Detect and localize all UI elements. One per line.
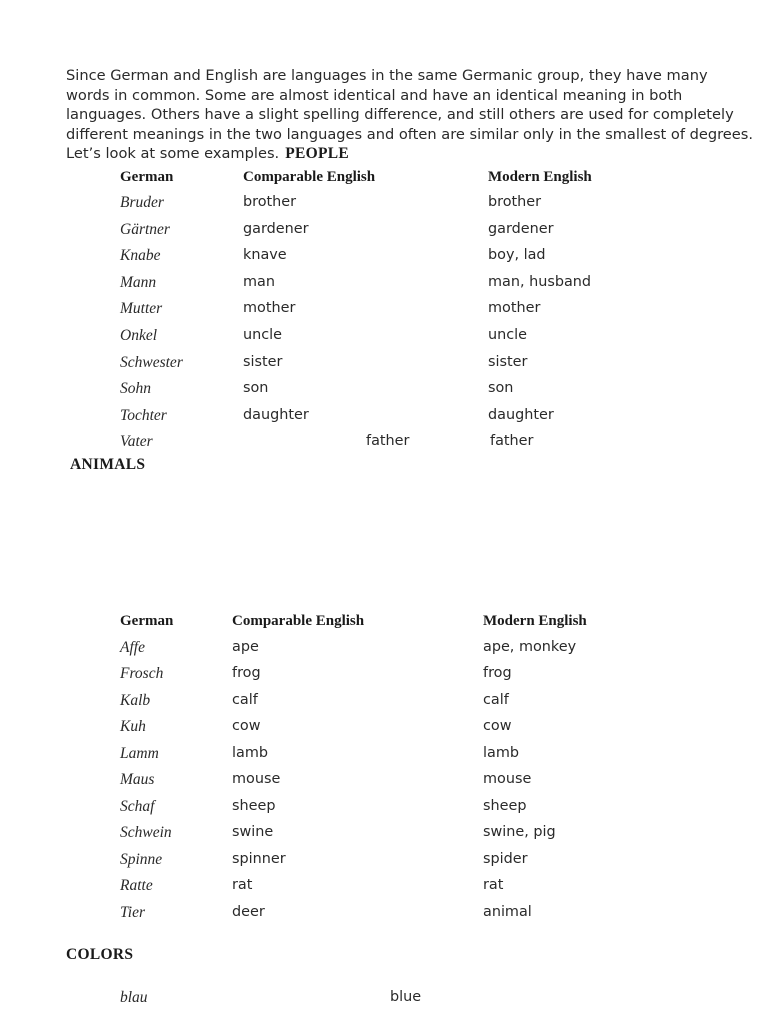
animals-modern-word: cow xyxy=(483,718,512,734)
people-comparable-word: brother xyxy=(243,194,297,210)
people-comparable-word: gardener xyxy=(243,221,309,237)
people-modern-word: uncle xyxy=(488,327,528,343)
intro-paragraph xyxy=(66,66,754,164)
animals-comparable-word: sheep xyxy=(232,798,276,814)
people-modern-word: son xyxy=(488,380,514,396)
people-comparable-word: uncle xyxy=(243,327,283,343)
people-comparable-word: sister xyxy=(243,354,283,370)
people-modern-word: brother xyxy=(488,194,542,210)
animals-comparable-word: cow xyxy=(232,718,261,734)
people-comparable-word: mother xyxy=(243,300,296,316)
animals-german-word: Affe xyxy=(120,639,145,656)
animals-german-word: Schwein xyxy=(120,824,172,841)
colors-english-word: blue xyxy=(390,989,422,1005)
people-header-comparable: Comparable English xyxy=(243,169,376,185)
people-modern-word: gardener xyxy=(488,221,554,237)
people-german-word: Tochter xyxy=(120,407,167,424)
animals-german-word: Spinne xyxy=(120,851,163,868)
intro-line: Since German and English are languages in the same Germanic group, they have many xyxy=(66,67,708,84)
animals-heading: ANIMALS xyxy=(70,456,146,473)
animals-modern-word: swine, pig xyxy=(483,824,556,840)
animals-modern-word: lamb xyxy=(483,745,519,761)
animals-comparable-word: deer xyxy=(232,904,265,920)
intro-line: words in common. Some are almost identical and have an identical meaning in both xyxy=(66,86,683,104)
animals-comparable-word: ape xyxy=(232,639,259,655)
animals-german-word: Tier xyxy=(120,904,145,921)
animals-german-word: Maus xyxy=(120,771,155,788)
animals-comparable-word: lamb xyxy=(232,745,268,761)
animals-modern-word: animal xyxy=(483,904,532,920)
people-german-word: Bruder xyxy=(120,194,164,211)
animals-german-word: Kuh xyxy=(120,718,146,735)
animals-modern-word: ape, monkey xyxy=(483,639,577,655)
people-comparable-word: daughter xyxy=(243,407,309,423)
intro-line: different meanings in the two languages and often are similar only in the smallest of degrees. xyxy=(66,125,754,143)
animals-header-modern: Modern English xyxy=(483,613,587,629)
people-modern-word: man, husband xyxy=(488,274,592,290)
animals-modern-word: frog xyxy=(483,665,512,681)
intro-last-line: Let’s look at some examples. xyxy=(66,145,280,163)
people-german-word: Vater xyxy=(120,433,153,450)
people-comparable-word: knave xyxy=(243,247,287,263)
people-modern-word: mother xyxy=(488,300,541,316)
animals-modern-word: rat xyxy=(483,877,504,893)
people-german-word: Onkel xyxy=(120,327,158,344)
people-comparable-word: man xyxy=(243,274,275,290)
people-header-german: German xyxy=(120,169,174,185)
animals-comparable-word: frog xyxy=(232,665,261,681)
animals-modern-word: spider xyxy=(483,851,528,867)
animals-german-word: Kalb xyxy=(120,692,151,709)
colors-heading: COLORS xyxy=(66,946,134,963)
animals-german-word: Lamm xyxy=(120,745,159,762)
animals-modern-word: sheep xyxy=(483,798,527,814)
people-modern-word: daughter xyxy=(488,407,554,423)
animals-german-word: Frosch xyxy=(120,665,164,682)
people-german-word: Sohn xyxy=(120,380,151,397)
intro-line xyxy=(66,144,716,164)
colors-german-word: blau xyxy=(120,989,148,1006)
animals-modern-word: mouse xyxy=(483,771,532,787)
people-heading: PEOPLE xyxy=(285,145,349,163)
people-german-word: Gärtner xyxy=(120,221,170,238)
animals-modern-word: calf xyxy=(483,692,509,708)
people-german-word: Schwester xyxy=(120,354,183,371)
animals-header-german: German xyxy=(120,613,174,629)
people-german-word: Knabe xyxy=(120,247,161,264)
animals-comparable-word: rat xyxy=(232,877,253,893)
animals-header-comparable: Comparable English xyxy=(232,613,365,629)
people-header-modern: Modern English xyxy=(488,169,592,185)
people-comparable-word: father xyxy=(366,433,410,449)
animals-comparable-word: swine xyxy=(232,824,274,840)
animals-comparable-word: calf xyxy=(232,692,258,708)
animals-comparable-word: spinner xyxy=(232,851,286,867)
people-german-word: Mann xyxy=(120,274,157,291)
intro-line: languages. Others have a slight spelling difference, and still others are used for completely xyxy=(66,106,734,124)
people-german-word: Mutter xyxy=(120,300,163,317)
animals-german-word: Schaf xyxy=(120,798,155,815)
people-modern-word: father xyxy=(490,433,534,449)
people-modern-word: boy, lad xyxy=(488,247,546,263)
animals-comparable-word: mouse xyxy=(232,771,281,787)
people-comparable-word: son xyxy=(243,380,269,396)
people-modern-word: sister xyxy=(488,354,528,370)
animals-german-word: Ratte xyxy=(120,877,153,894)
